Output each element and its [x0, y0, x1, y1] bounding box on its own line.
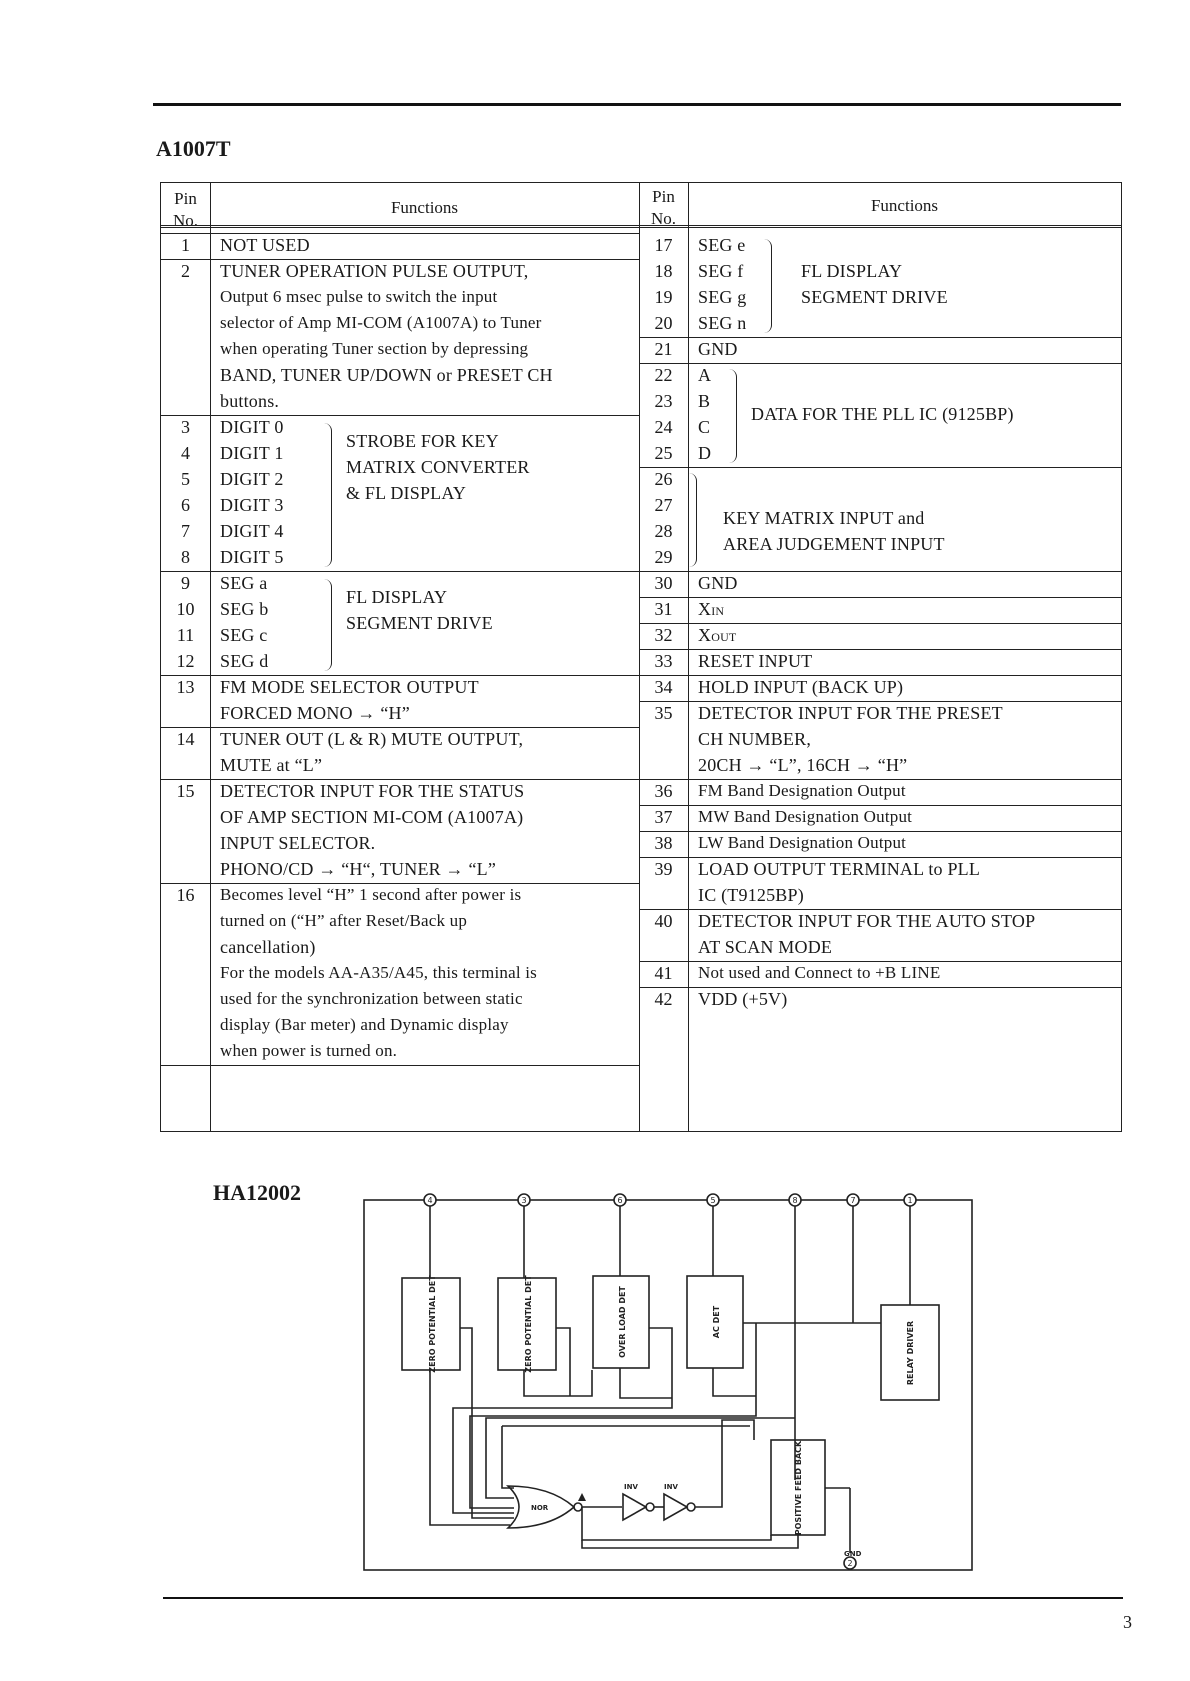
- pin-number-27: 27: [654, 495, 673, 515]
- row-separator: [639, 831, 1121, 832]
- pin-number-13: 13: [176, 677, 195, 697]
- gnd-label: GND: [844, 1550, 862, 1558]
- pin-number-5: 5: [181, 469, 190, 489]
- pin-number-1: 1: [181, 235, 190, 255]
- pin-14-function-line: MUTE at “L”: [220, 755, 323, 775]
- header-separator: [161, 225, 1121, 228]
- block-label-positive-feed-back: POSITIVE FEED BACK: [794, 1440, 803, 1536]
- pin-38-function-line: LW Band Designation Output: [698, 833, 907, 852]
- header-functions-right: Functions: [870, 196, 939, 215]
- pin-number-42: 42: [654, 989, 673, 1009]
- pin-number-28: 28: [654, 521, 673, 541]
- pin-number-34: 34: [654, 677, 673, 697]
- key-matrix-brace: [686, 473, 697, 567]
- pin-22-function-line: A: [698, 365, 712, 385]
- pin-number-6: 6: [181, 495, 190, 515]
- column-divider: [210, 183, 211, 1131]
- pin-7-function-line: DIGIT 4: [220, 521, 284, 541]
- pin-number-38: 38: [654, 833, 673, 853]
- fl-display-group-1-line: FL DISPLAY: [346, 587, 448, 607]
- pin-40-function-line: DETECTOR INPUT FOR THE AUTO STOP: [698, 911, 1036, 931]
- pin-number-32: 32: [654, 625, 673, 645]
- pin-23-function-line: B: [698, 391, 711, 411]
- page-number: 3: [1123, 1612, 1132, 1632]
- key-matrix-group-line: AREA JUDGEMENT INPUT: [723, 534, 945, 554]
- pin-label-8: 8: [792, 1196, 798, 1205]
- pin-9-function-line: SEG a: [220, 573, 268, 593]
- pin-33-function-line: RESET INPUT: [698, 651, 813, 671]
- row-separator: [161, 571, 639, 572]
- pin-31-function-line: XIN: [698, 599, 725, 619]
- row-separator: [639, 337, 1121, 338]
- pin-16-function-line: display (Bar meter) and Dynamic display: [220, 1015, 509, 1034]
- strobe-group-line: & FL DISPLAY: [346, 483, 467, 503]
- pin-16-function-line: used for the synchronization between static: [220, 989, 523, 1008]
- inv-gate-1: [623, 1494, 646, 1520]
- pin-number-39: 39: [654, 859, 673, 879]
- gate-label-nor: NOR: [531, 1504, 549, 1512]
- pin-label-1: 1: [907, 1196, 913, 1205]
- pin-39-function-line: IC (T9125BP): [698, 885, 804, 905]
- pin-number-33: 33: [654, 651, 673, 671]
- pin-15-function-line: INPUT SELECTOR.: [220, 833, 376, 853]
- row-separator: [639, 805, 1121, 806]
- strobe-brace: [321, 423, 332, 567]
- top-rule: [153, 103, 1121, 106]
- header-pin-right: Pin No.: [650, 187, 677, 228]
- pin-15-function-line: OF AMP SECTION MI-COM (A1007A): [220, 807, 524, 827]
- pin-2-function-line: selector of Amp MI-COM (A1007A) to Tuner: [220, 313, 542, 332]
- pin-34-function-line: HOLD INPUT (BACK UP): [698, 677, 904, 697]
- pin-3-function-line: DIGIT 0: [220, 417, 284, 437]
- pin-13-function-line: FORCED MONO → “H”: [220, 703, 410, 723]
- pin-number-14: 14: [176, 729, 195, 749]
- pin-16-function-line: when power is turned on.: [220, 1041, 398, 1060]
- row-separator: [639, 597, 1121, 598]
- row-separator: [161, 675, 639, 676]
- data-pll-group-line: DATA FOR THE PLL IC (9125BP): [751, 404, 1014, 424]
- pin-16-function-line: Becomes level “H” 1 second after power is: [220, 885, 522, 904]
- pin-number-15: 15: [176, 781, 195, 801]
- row-separator: [639, 701, 1121, 702]
- header-pin-left: Pin No.: [172, 189, 199, 230]
- block-label-zero-potential-1: ZERO POTENTIAL DET: [428, 1275, 437, 1373]
- pin-1-function-line: NOT USED: [220, 235, 310, 255]
- pin-number-19: 19: [654, 287, 673, 307]
- pin-17-function-line: SEG e: [698, 235, 746, 255]
- inv-gate-2: [664, 1494, 687, 1520]
- pin-16-function-line: turned on (“H” after Reset/Back up: [220, 911, 468, 930]
- pin-number-9: 9: [181, 573, 190, 593]
- row-separator: [639, 909, 1121, 910]
- pin-15-function-line: DETECTOR INPUT FOR THE STATUS: [220, 781, 525, 801]
- row-separator: [161, 779, 639, 780]
- pin-41-function-line: Not used and Connect to +B LINE: [698, 963, 941, 982]
- pin-2-function-line: TUNER OPERATION PULSE OUTPUT,: [220, 261, 529, 281]
- pin-35-function-line: DETECTOR INPUT FOR THE PRESET: [698, 703, 1003, 723]
- pin-25-function-line: D: [698, 443, 712, 463]
- pin-number-7: 7: [181, 521, 190, 541]
- pin-36-function-line: FM Band Designation Output: [698, 781, 906, 800]
- row-separator: [639, 467, 1121, 468]
- pin-number-25: 25: [654, 443, 673, 463]
- pin-8-function-line: DIGIT 5: [220, 547, 284, 567]
- row-separator: [639, 571, 1121, 572]
- pin-16-function-line: For the models AA-A35/A45, this terminal is: [220, 963, 537, 982]
- pin-number-12: 12: [176, 651, 195, 671]
- row-separator: [161, 1065, 639, 1066]
- pin-number-2: 2: [181, 261, 190, 281]
- pin-32-function-line: XOUT: [698, 625, 737, 645]
- row-separator: [639, 363, 1121, 364]
- pin-number-10: 10: [176, 599, 195, 619]
- pin-20-function-line: SEG n: [698, 313, 747, 333]
- pin-2-function-line: Output 6 msec pulse to switch the input: [220, 287, 498, 306]
- data-pll-brace: [726, 369, 737, 463]
- header-functions-left: Functions: [390, 198, 459, 217]
- pin-number-21: 21: [654, 339, 673, 359]
- pin-number-17: 17: [654, 235, 673, 255]
- pin-16-function-line: cancellation): [220, 937, 316, 957]
- pin-number-30: 30: [654, 573, 673, 593]
- pin-2-function-line: when operating Tuner section by depressing: [220, 339, 529, 358]
- pin-37-function-line: MW Band Designation Output: [698, 807, 913, 826]
- pin-13-function-line: FM MODE SELECTOR OUTPUT: [220, 677, 479, 697]
- key-matrix-group-line: KEY MATRIX INPUT and: [723, 508, 925, 528]
- gate-label-inv-1: INV: [624, 1483, 638, 1491]
- block-label-over-load: OVER LOAD DET: [618, 1286, 627, 1358]
- pin-19-function-line: SEG g: [698, 287, 747, 307]
- pin-39-function-line: LOAD OUTPUT TERMINAL to PLL: [698, 859, 981, 879]
- bottom-rule: [163, 1597, 1123, 1599]
- fl-display-brace-1: [321, 579, 332, 671]
- pin-14-function-line: TUNER OUT (L & R) MUTE OUTPUT,: [220, 729, 524, 749]
- pin-number-11: 11: [176, 625, 195, 645]
- pin-35-function-line: 20CH → “L”, 16CH → “H”: [698, 755, 908, 775]
- pin-number-36: 36: [654, 781, 673, 801]
- pin-number-20: 20: [654, 313, 673, 333]
- row-separator: [161, 415, 639, 416]
- pin-number-3: 3: [181, 417, 190, 437]
- row-separator: [639, 961, 1121, 962]
- block-label-zero-potential-2: ZERO POTENTIAL DET: [524, 1275, 533, 1373]
- gate-label-inv-2: INV: [664, 1483, 678, 1491]
- pin-number-16: 16: [176, 885, 195, 905]
- pin-label-7: 7: [850, 1196, 856, 1205]
- row-separator: [161, 259, 639, 260]
- pin-5-function-line: DIGIT 2: [220, 469, 284, 489]
- pin-number-31: 31: [654, 599, 673, 619]
- pin-label-5: 5: [710, 1196, 716, 1205]
- fl-display-group-2-line: FL DISPLAY: [801, 261, 903, 281]
- fl-display-group-2-line: SEGMENT DRIVE: [801, 287, 948, 307]
- fl-display-brace-2: [761, 239, 772, 333]
- block-label-relay-driver: RELAY DRIVER: [906, 1320, 915, 1386]
- pin-number-18: 18: [654, 261, 673, 281]
- pin-21-function-line: GND: [698, 339, 738, 359]
- pin-table: [160, 182, 1122, 1132]
- pin-15-function-line: PHONO/CD → “H“, TUNER → “L”: [220, 859, 497, 879]
- diagram-title: HA12002: [213, 1180, 301, 1205]
- pin-number-23: 23: [654, 391, 673, 411]
- pin-40-function-line: AT SCAN MODE: [698, 937, 833, 957]
- column-divider: [688, 183, 689, 1131]
- pin-42-function-line: VDD (+5V): [698, 989, 788, 1009]
- pin-label-gnd: 2: [847, 1559, 853, 1568]
- row-separator: [161, 233, 639, 234]
- pin-number-41: 41: [654, 963, 673, 983]
- pin-4-function-line: DIGIT 1: [220, 443, 284, 463]
- pin-2-function-line: buttons.: [220, 391, 280, 411]
- row-separator: [639, 857, 1121, 858]
- pin-10-function-line: SEG b: [220, 599, 269, 619]
- row-separator: [161, 883, 639, 884]
- row-separator: [639, 779, 1121, 780]
- fl-display-group-1-line: SEGMENT DRIVE: [346, 613, 493, 633]
- pin-label-4: 4: [427, 1196, 433, 1205]
- pin-18-function-line: SEG f: [698, 261, 744, 281]
- pin-number-8: 8: [181, 547, 190, 567]
- pin-24-function-line: C: [698, 417, 711, 437]
- pin-6-function-line: DIGIT 3: [220, 495, 284, 515]
- pin-12-function-line: SEG d: [220, 651, 269, 671]
- section-title: A1007T: [156, 136, 231, 161]
- pin-35-function-line: CH NUMBER,: [698, 729, 812, 749]
- strobe-group-line: STROBE FOR KEY: [346, 431, 499, 451]
- pin-number-29: 29: [654, 547, 673, 567]
- row-separator: [161, 727, 639, 728]
- pin-30-function-line: GND: [698, 573, 738, 593]
- pin-number-40: 40: [654, 911, 673, 931]
- pin-number-4: 4: [181, 443, 190, 463]
- pin-number-26: 26: [654, 469, 673, 489]
- pin-number-22: 22: [654, 365, 673, 385]
- pin-number-35: 35: [654, 703, 673, 723]
- strobe-group-line: MATRIX CONVERTER: [346, 457, 530, 477]
- ha12002-block-diagram: [150, 1168, 990, 1588]
- pin-label-6: 6: [617, 1196, 623, 1205]
- row-separator: [639, 987, 1121, 988]
- pin-11-function-line: SEG c: [220, 625, 268, 645]
- row-separator: [639, 675, 1121, 676]
- block-label-ac-det: AC DET: [712, 1305, 721, 1339]
- row-separator: [639, 623, 1121, 624]
- pin-number-24: 24: [654, 417, 673, 437]
- pin-label-3: 3: [521, 1196, 527, 1205]
- pin-number-37: 37: [654, 807, 673, 827]
- pin-2-function-line: BAND, TUNER UP/DOWN or PRESET CH: [220, 365, 553, 385]
- row-separator: [639, 649, 1121, 650]
